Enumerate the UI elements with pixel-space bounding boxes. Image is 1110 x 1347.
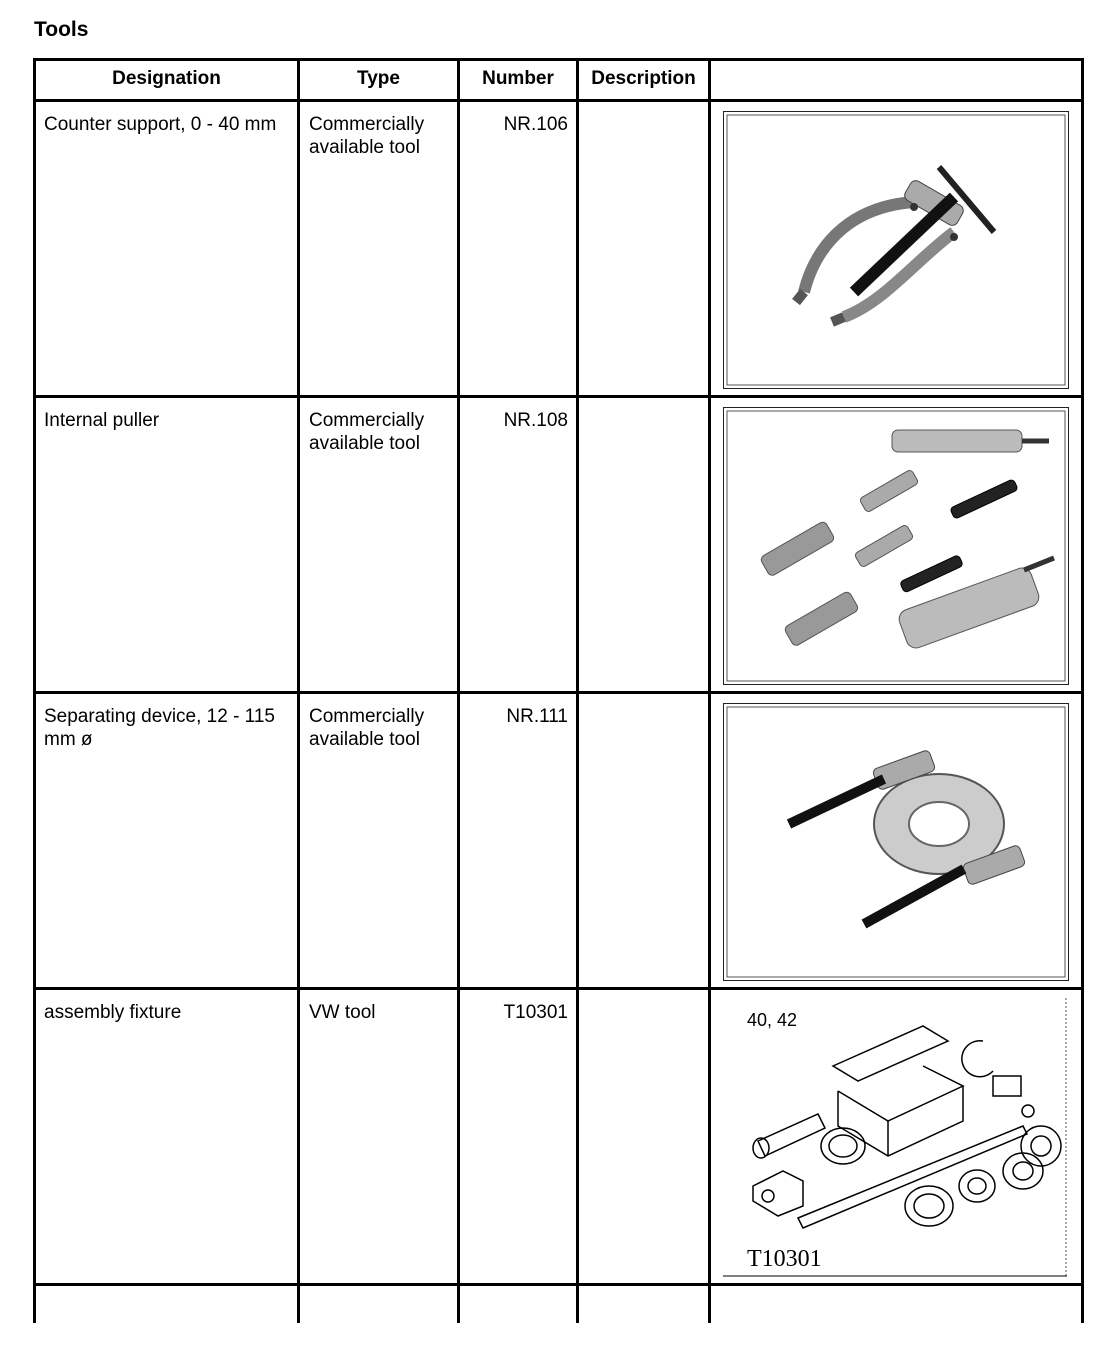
assembly-fixture-drawing (723, 996, 1067, 1278)
cell-type: VW tool (309, 1002, 376, 1023)
header-rule (33, 99, 1084, 102)
cell-type: Commercially available tool (309, 410, 425, 454)
cell-type: Commercially available tool (309, 706, 425, 750)
row-rule-1 (33, 395, 1084, 398)
header-type: Type (357, 68, 400, 89)
cell-number: NR.108 (503, 410, 568, 431)
cell-designation: assembly fixture (44, 1002, 182, 1023)
cell-number: NR.111 (506, 706, 568, 727)
drawing-label-bottom: T10301 (747, 1246, 822, 1272)
tools-table (33, 58, 1084, 1323)
internal-puller-set-photo (723, 407, 1069, 685)
cell-number: T10301 (503, 1002, 568, 1023)
header-designation: Designation (112, 68, 221, 89)
bearing-separator-photo (723, 703, 1069, 981)
header-number: Number (482, 68, 554, 89)
row-rule-4 (33, 1283, 1084, 1286)
row-rule-2 (33, 691, 1084, 694)
cell-designation: Internal puller (44, 410, 160, 431)
page-title: Tools (34, 18, 89, 41)
cell-designation: Counter support, 0 - 40 mm (44, 114, 277, 135)
drawing-label-top: 40, 42 (747, 1010, 798, 1030)
cell-designation: Separating device, 12 - 115 mm ø (44, 706, 275, 750)
header-description: Description (591, 68, 696, 89)
col-rule-1 (297, 58, 300, 1323)
col-rule-2 (457, 58, 460, 1323)
col-rule-3 (576, 58, 579, 1323)
col-rule-0 (33, 58, 36, 1323)
cell-number: NR.106 (503, 114, 568, 135)
two-jaw-puller-photo (723, 111, 1069, 389)
table-border-top (33, 58, 1084, 61)
row-rule-3 (33, 987, 1084, 990)
col-rule-5 (1081, 58, 1084, 1323)
col-rule-4 (708, 58, 711, 1323)
cell-type: Commercially available tool (309, 114, 425, 158)
